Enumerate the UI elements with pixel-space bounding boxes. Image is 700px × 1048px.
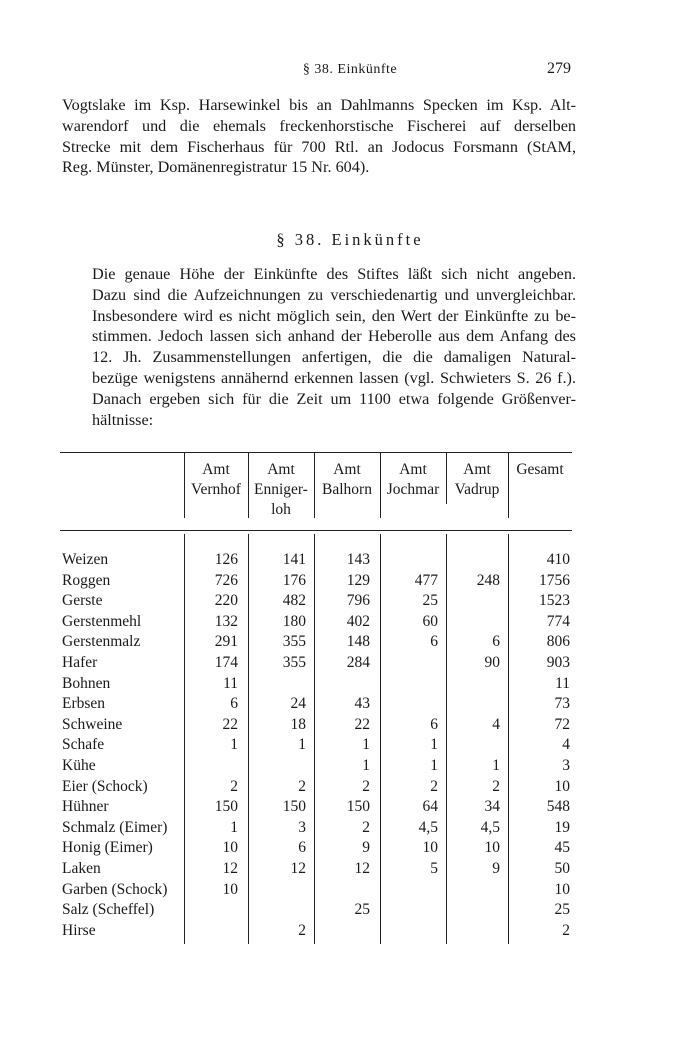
income-table — [60, 452, 574, 945]
row-label: Eier (Schock) — [62, 777, 148, 795]
column-header — [446, 460, 508, 500]
table-cell: 806 — [546, 633, 570, 651]
table-cell: 2 — [298, 921, 306, 939]
column-header-line: Vadrup — [454, 481, 500, 498]
page-number: 279 — [547, 60, 571, 77]
table-cell: 3 — [562, 757, 570, 774]
table-cell: 10 — [222, 880, 238, 898]
table-cell: 12 — [354, 860, 370, 877]
table-cell: 90 — [484, 654, 500, 671]
table-cell: 796 — [346, 592, 370, 610]
table-cell: 11 — [223, 674, 238, 692]
row-label: Gerstenmalz — [62, 633, 141, 651]
table-cell: 4,5 — [418, 818, 438, 836]
text-line: Danach ergeben sich für die Zeit um 1100 etwa folgende Größenver- — [92, 389, 576, 408]
table-cell: 9 — [362, 839, 370, 857]
table-cell: 548 — [546, 798, 570, 816]
table-cell: 60 — [422, 612, 438, 630]
text-line: Die genaue Höhe der Einkünfte des Stiftes läßt sich nicht angeben. — [92, 265, 576, 283]
table-cell: 22 — [354, 715, 370, 733]
row-label: Gerste — [62, 592, 103, 610]
table-cell: 410 — [546, 551, 570, 568]
column-header-line: Amt — [399, 461, 427, 478]
table-cell: 12 — [222, 860, 238, 877]
table-cell: 402 — [346, 612, 370, 630]
row-label: Schmalz (Eimer) — [62, 818, 168, 836]
section-heading: § 38. Einkünfte — [276, 230, 424, 249]
table-cell: 1756 — [539, 571, 570, 589]
table-cell: 220 — [214, 592, 238, 610]
table-cell: 25 — [422, 592, 438, 610]
table-cell: 129 — [346, 571, 370, 589]
table-cell: 1 — [362, 757, 370, 774]
text-line: bezüge wenigstens annähernd erkennen lassen (vgl. Schwieters S. 26 f.). — [92, 368, 576, 387]
table-cell: 10 — [422, 839, 438, 857]
table-cell: 6 — [230, 695, 238, 713]
table-cell: 10 — [554, 777, 570, 795]
row-label: Hafer — [62, 654, 98, 671]
table-cell: 19 — [554, 818, 570, 836]
row-label: Schweine — [62, 715, 123, 733]
table-cell: 10 — [484, 839, 500, 857]
row-label: Erbsen — [62, 695, 106, 713]
table-cell: 73 — [554, 695, 570, 713]
row-label: Salz (Scheffel) — [62, 901, 155, 919]
row-label: Roggen — [62, 571, 111, 589]
table-cell: 18 — [290, 715, 306, 733]
column-header — [184, 460, 248, 500]
text-line: Reg. Münster, Domänenregistratur 15 Nr. 604). — [62, 158, 370, 177]
carry-over-paragraph — [62, 95, 576, 178]
running-title: § 38. Einkünfte — [302, 62, 398, 77]
table-cell: 1 — [230, 818, 238, 836]
table-cell: 9 — [492, 860, 500, 877]
table-cell: 355 — [282, 654, 306, 671]
table-top-rule — [60, 452, 572, 453]
text-line: warendorf und die ehemals freckenhorstische Fischerei auf derselben — [62, 116, 576, 135]
table-cell: 72 — [554, 715, 570, 733]
table-cell: 6 — [430, 633, 438, 651]
table-cell: 291 — [214, 633, 238, 651]
table-cell: 4 — [562, 736, 570, 754]
table-cell: 150 — [282, 798, 306, 816]
table-cell: 2 — [362, 818, 370, 836]
row-label: Hirse — [62, 921, 96, 939]
table-cell: 477 — [414, 571, 438, 589]
table-cell: 25 — [554, 901, 570, 919]
column-header — [380, 460, 446, 500]
table-cell: 5 — [430, 860, 438, 877]
column-header-line: Amt — [202, 461, 230, 478]
table-cell: 176 — [282, 571, 306, 589]
column-header — [314, 460, 380, 500]
row-label: Gerstenmehl — [62, 612, 142, 630]
table-cell: 3 — [298, 818, 306, 836]
row-label: Garben (Schock) — [62, 880, 168, 898]
table-cell: 1 — [430, 736, 438, 754]
text-line: Vogtslake im Ksp. Harsewinkel bis an Dahlmanns Specken im Ksp. Alt- — [62, 96, 576, 114]
table-cell: 132 — [214, 612, 238, 630]
table-cell: 174 — [214, 654, 238, 671]
table-cell: 1 — [362, 736, 370, 754]
table-cell: 10 — [554, 880, 570, 898]
table-header-rule — [60, 530, 572, 531]
text-line: hältnisse: — [92, 410, 154, 429]
column-header-line: Enniger- — [254, 481, 308, 498]
row-label: Honig (Eimer) — [62, 839, 153, 857]
table-cell: 12 — [290, 860, 306, 877]
row-label: Kühe — [62, 757, 96, 774]
table-cell: 64 — [422, 798, 438, 816]
table-cell: 1 — [298, 736, 306, 754]
table-cell: 126 — [214, 551, 238, 568]
table-cell: 50 — [554, 860, 570, 877]
table-cell: 10 — [222, 839, 238, 857]
table-cell: 6 — [430, 715, 438, 733]
table-cell: 34 — [484, 798, 500, 816]
table-cell: 6 — [298, 839, 306, 857]
column-header-line: Amt — [267, 461, 295, 478]
row-label: Laken — [62, 860, 101, 877]
table-cell: 2 — [562, 921, 570, 939]
column-header-line: Amt — [463, 461, 491, 478]
column-header — [248, 460, 314, 520]
table-cell: 4,5 — [480, 818, 500, 836]
row-label: Weizen — [62, 551, 109, 568]
table-cell: 6 — [492, 633, 500, 651]
table-cell: 2 — [298, 777, 306, 795]
table-cell: 11 — [555, 674, 570, 692]
table-cell: 1 — [430, 757, 438, 774]
column-header-line: Vernhof — [191, 481, 241, 498]
column-header-line: Balhorn — [322, 481, 372, 498]
text-line: stimmen. Jedoch lassen sich anhand der Heberolle aus dem Anfang des — [92, 327, 576, 346]
table-cell: 1 — [492, 757, 500, 774]
table-cell: 25 — [354, 901, 370, 919]
table-cell: 284 — [346, 654, 370, 671]
table-cell: 1523 — [539, 592, 570, 610]
column-header-line: Amt — [333, 461, 361, 478]
column-header-line: Gesamt — [516, 461, 564, 478]
column-header-line: Jochmar — [386, 481, 440, 498]
table-cell: 248 — [476, 571, 500, 589]
column-header-line: loh — [271, 501, 291, 518]
table-cell: 2 — [230, 777, 238, 795]
table-cell: 45 — [554, 839, 570, 857]
table-cell: 180 — [282, 612, 306, 630]
table-cell: 150 — [214, 798, 238, 816]
row-label: Hühner — [62, 798, 109, 816]
text-line: 12. Jh. Zusammenstellungen anfertigen, die die damaligen Natural- — [92, 348, 576, 367]
table-cell: 141 — [282, 551, 306, 568]
text-line: Strecke mit dem Fischerhaus für 700 Rtl. an Jodocus Forsmann (StAM, — [62, 137, 576, 156]
text-line: Dazu sind die Aufzeichnungen zu verschiedenartig und unvergleichbar. — [92, 285, 576, 304]
table-cell: 148 — [346, 633, 370, 651]
body-paragraph — [62, 264, 576, 430]
table-cell: 43 — [354, 695, 370, 713]
row-label: Bohnen — [62, 674, 111, 692]
column-header — [508, 460, 572, 480]
table-cell: 774 — [546, 612, 570, 630]
column-rule — [446, 534, 447, 944]
text-line: Insbesondere wird es nicht möglich sein, den Wert der Einkünfte zu be- — [92, 306, 576, 325]
table-cell: 482 — [282, 592, 306, 610]
table-cell: 24 — [290, 695, 306, 713]
table-cell: 355 — [282, 633, 306, 651]
table-cell: 4 — [492, 715, 500, 733]
table-cell: 143 — [346, 551, 370, 568]
table-cell: 2 — [430, 777, 438, 795]
table-cell: 2 — [492, 777, 500, 795]
row-label: Schafe — [62, 736, 105, 754]
table-cell: 2 — [362, 777, 370, 795]
table-cell: 1 — [230, 736, 238, 754]
table-cell: 903 — [546, 654, 570, 671]
table-cell: 22 — [222, 715, 238, 733]
table-cell: 726 — [214, 571, 238, 589]
table-cell: 150 — [346, 798, 370, 816]
